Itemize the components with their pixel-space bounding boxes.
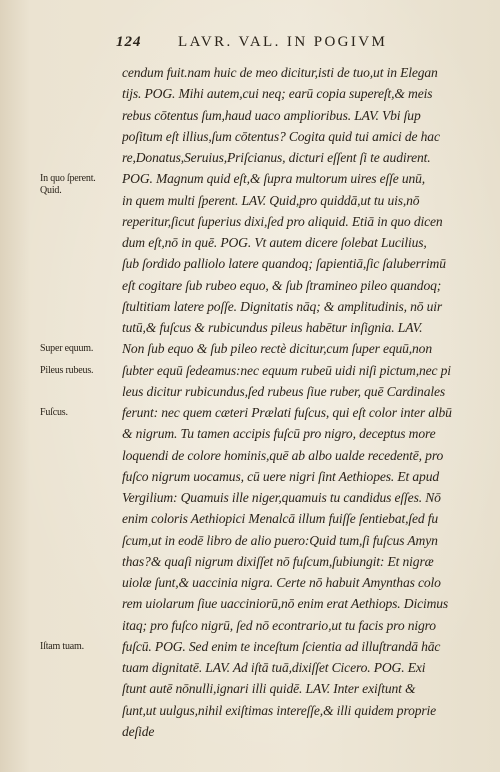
text-line: tutū,& fuſcus & rubicundus pileus habētur inſignia. LAV. [122,320,423,335]
marginal-note-line: Super equum. [40,343,94,355]
text-line: ſunt,ut uulgus,nihil exiſtimas intereſſe,& illi quidem proprie [122,702,437,718]
text-line: leus dicitur rubicundus,ſed rubeus ſiue ruber, quē Cardinales [122,383,445,399]
text-line: rebus cōtentus ſum,haud uaco amplioribus. LAV. Vbi ſup [122,107,421,123]
text-line: in quem multi ſperent. LAV. Quid,pro quiddā,ut tu uis,nō [122,192,420,208]
text-line: tijs. POG. Mihi autem,cui neq; earū copia supereſt,& meis [122,86,433,102]
text-line: fuſcū. POG. Sed enim te inceſtum ſcientia ad illuſtrandā hāc [122,638,441,654]
text-line: fuſco nigrum uocamus, cū uere nigri ſint Aethiopes. Et apud [122,468,439,484]
text-line: re,Donatus,Seruius,Priſcianus, dicturi eſſent ſi te audirent. [122,150,431,165]
marginal-note [40,173,96,197]
marginal-note-line: Pileus rubeus. [40,364,94,376]
marginal-note [40,641,84,653]
page-number: 124 [116,34,142,50]
text-line: uiolæ ſunt,& uaccinia nigra. Certe nō habuit Amynthas colo [122,575,441,590]
text-line: ſtunt autē nōnulli,ignari illi quidē. LAV. Inter exiſtunt & [122,681,416,697]
text-line: tuam dignitatē. LAV. Ad iſtā tuā,dixiſſet Cicero. POG. Exi [122,660,426,675]
text-line: reperitur,ſicut ſuperius dixi,ſed pro aliquid. Etiā in quo dicen [122,213,443,229]
text-line: rem uiolarum ſiue uacciniorū,nō enim erat Aethiops. Dicimus [122,596,449,612]
text-line: itaq; pro fuſco nigrū, ſed nō econtrario,ut tu facis pro nigro [122,617,436,633]
text-line: loquendi de colore hominis,quē ab albo ualde recedentē, pro [122,447,444,463]
marginal-note [40,343,93,355]
text-line: deſide [122,723,155,739]
text-line: eſt cogitare ſub rubeo equo, & ſub ſtramineo pileo quandoq; [122,277,442,293]
marginal-note [40,365,93,377]
text-line: POG. Magnum quid eſt,& ſupra multorum uires eſſe unū, [122,171,426,187]
marginal-note-line: In quo ſperent. [40,173,96,185]
body-text [122,62,482,742]
text-line: Non ſub equo & ſub pileo rectè dicitur,cum ſuper equū,non [122,341,432,357]
text-line: ferunt: nec quem cæteri Prælati fuſcus, qui eſt color inter albū [122,405,452,420]
page-header [116,34,488,54]
text-line: ſubter equū ſedeamus:nec equum rubeū uidi niſi pictum,nec pi [122,362,451,378]
text-line: enim coloris Aethiopici Menalcā illum fuiſſe ſentiebat,ſed fu [122,511,439,527]
marginal-note-line: Quid. [40,185,62,197]
text-line: Vergilium: Quamuis ille niger,quamuis tu candidus eſſes. Nō [122,490,441,505]
marginal-note [40,407,68,419]
text-line: poſitum eſt illius,ſum cōtentus? Cogita quid tui amici de hac [122,128,440,144]
text-line: dum eſt,nō in quē. POG. Vt autem dicere ſolebat Lucilius, [122,235,427,250]
text-line: & nigrum. Tu tamen accipis fuſcū pro nigro, deceptus more [122,426,436,442]
text-line: thas?& quaſi nigrum dixiſſet nō fuſcum,ſubiungit: Et nigræ [122,553,434,569]
marginal-note-line: Fuſcus. [40,407,68,418]
running-head: LAVR. VAL. IN POGIVM [178,34,388,50]
text-line: ſcum,ut in eodē libro de alio puero:Quid tum,ſi fuſcus Amyn [122,532,438,548]
text-line: ſtultitiam latere poſſe. Dignitatis nāq; & amplitudinis, nō uir [122,298,443,314]
text-line: ſub ſordido palliolo latere quandoq; ſapientiā,ſic ſaluberrimū [122,256,446,272]
text-line: cendum fuit.nam huic de meo dicitur,isti de tuo,ut in Elegan [122,65,438,80]
marginal-note-line: Iſtam tuam. [40,640,84,652]
